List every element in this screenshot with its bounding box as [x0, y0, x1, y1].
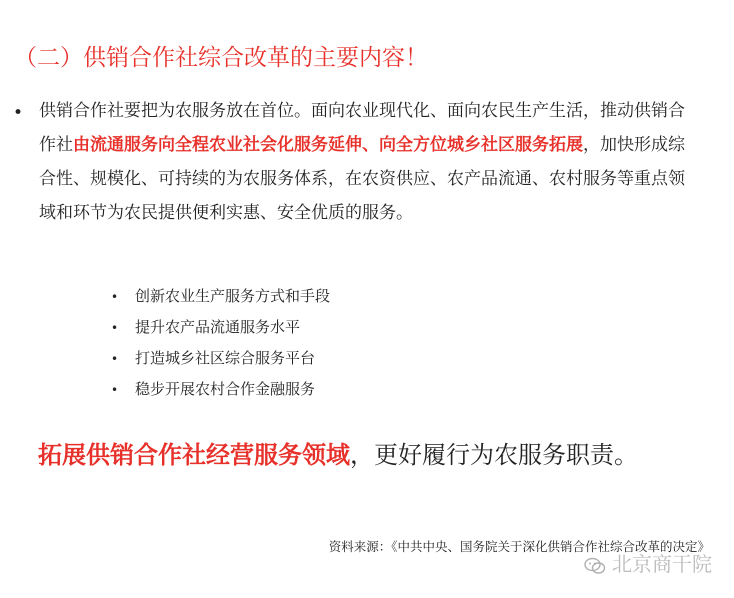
closing-rest: ，更好履行为农服务职责。	[350, 441, 638, 469]
bullet-dot: •	[111, 352, 119, 366]
list-item	[111, 282, 330, 313]
list-item-label: 创新农业生产服务方式和手段	[135, 287, 331, 305]
list-item	[111, 313, 330, 344]
list-item-label: 稳步开展农村合作金融服务	[135, 380, 316, 398]
main-emphasis: 由流通服务向全程农业社会化服务延伸、向全方位城乡社区服务拓展	[73, 135, 583, 155]
main-text-part1: 供销合作社要把为农服务放在首位。面向农业现代化、面向农民生产生活，推动供销合作社	[39, 101, 685, 155]
watermark-text: 北京商干院	[612, 552, 712, 576]
source-citation: 资料来源：《中共中央、国务院关于深化供销合作社综合改革的决定》	[328, 539, 710, 554]
sub-item-list	[111, 282, 330, 406]
list-item	[111, 375, 330, 406]
bullet-dot: •	[111, 383, 119, 397]
section-heading: （二）供销合作社综合改革的主要内容！	[14, 45, 428, 71]
wechat-icon	[584, 555, 606, 573]
list-item-label: 提升农产品流通服务水平	[135, 318, 301, 336]
closing-emphasis: 拓展供销合作社经营服务领域	[38, 441, 350, 469]
list-item	[111, 344, 330, 375]
closing-statement	[38, 436, 638, 474]
main-paragraph	[39, 94, 689, 230]
main-bullet: •	[13, 103, 24, 123]
bullet-dot: •	[111, 321, 119, 335]
main-text-part2: ，加快形成综合性、规模化、可持续的为农服务体系，在农资供应、农产品流通、农村服务等重点领域和环节为农民提供便利实惠、安全优质的服务。	[39, 135, 685, 223]
list-item-label: 打造城乡社区综合服务平台	[135, 349, 316, 367]
watermark	[584, 551, 712, 577]
bullet-dot: •	[111, 290, 119, 304]
